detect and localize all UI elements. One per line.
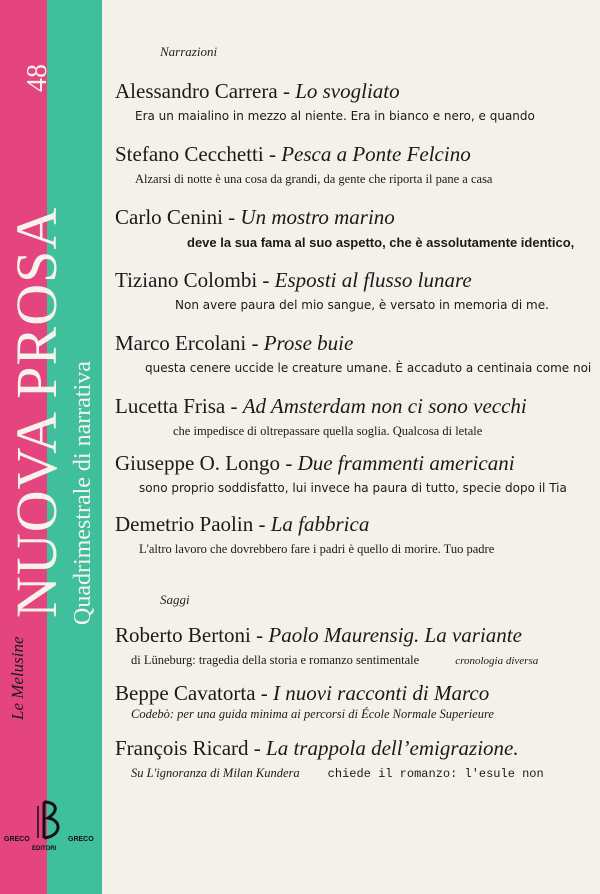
section-label-saggi: Saggi (160, 592, 190, 607)
entry-author: Roberto Bertoni (115, 623, 251, 647)
entry-author: Alessandro Carrera (115, 79, 278, 103)
entry-excerpt: Codebò: per una guida minima ai percorsi di École Normale Superieure (131, 707, 494, 722)
entry-excerpt: che impedisce di oltrepassare quella soglia. Qualcosa di letale (173, 424, 483, 439)
entry-excerpt: Su L'ignoranza di Milan Kundera (131, 766, 300, 781)
entry-title: La fabbrica (270, 512, 370, 536)
entry-cecchetti: Stefano Cecchetti - Pesca a Ponte Felcino Alzarsi di notte è una cosa da grandi, da gente che riporta il pane a casa (115, 142, 493, 187)
entry-title: Prose buie (263, 331, 354, 355)
entry-excerpt: di Lüneburg: tragedia della storia e romanzo sentimentale (131, 653, 420, 668)
entry-title: Paolo Maurensig. La variante (268, 623, 522, 647)
publisher-name-bottom: EDITORI (32, 846, 57, 852)
entry-author: Beppe Cavatorta (115, 681, 256, 705)
entry-carrera: Alessandro Carrera - Lo svogliato Era un maialino in mezzo al niente. Era in bianco e nero, e quando (115, 79, 535, 124)
entry-author: Demetrio Paolin (115, 512, 254, 536)
entry-colombi: Tiziano Colombi - Esposti al flusso lunare Non avere paura del mio sangue, è versato in memoria di me. (115, 268, 549, 313)
publisher-name-left: GRECO (4, 836, 30, 843)
entry-title: Ad Amsterdam non ci sono vecchi (242, 394, 527, 418)
entry-author: Marco Ercolani (115, 331, 247, 355)
entry-excerpt: sono proprio soddisfatto, lui invece ha paura di tutto, specie dopo il Tia (139, 481, 567, 496)
entry-ercolani: Marco Ercolani - Prose buie questa cenere uccide le creature umane. È accaduto a centinaia come noi (115, 331, 592, 376)
entry-paolin: Demetrio Paolin - La fabbrica L'altro lavoro che dovrebbero fare i padri è quello di morire. Tuo padre (115, 512, 495, 557)
series-name: Le Melusine (8, 636, 27, 720)
entry-excerpt: Non avere paura del mio sangue, è versato in memoria di me. (175, 298, 549, 313)
entry-ricard: François Ricard - La trappola dell’emigrazione. Su L'ignoranza di Milan Kundera chiede il romanzo: l'esule non (115, 736, 544, 782)
entry-title: Due frammenti americani (297, 451, 515, 475)
entry-excerpt: questa cenere uccide le creature umane. È accaduto a centinaia come noi (145, 361, 592, 376)
entry-author: François Ricard (115, 736, 249, 760)
entry-title: Pesca a Ponte Felcino (281, 142, 471, 166)
entry-cenini: Carlo Cenini - Un mostro marino deve la sua fama al suo aspetto, che è assolutamente identico, (115, 205, 575, 251)
entry-author: Carlo Cenini (115, 205, 223, 229)
publisher-logo (4, 798, 96, 856)
publisher-name-right: GRECO (68, 836, 94, 843)
entry-longo: Giuseppe O. Longo - Due frammenti americani sono proprio soddisfatto, lui invece ha paura di tutto, specie dopo il Tia (115, 451, 567, 496)
entry-author: Tiziano Colombi (115, 268, 258, 292)
entry-excerpt: Alzarsi di notte è una cosa da grandi, da gente che riporta il pane a casa (135, 172, 493, 187)
masthead: NUOVA PROSA (4, 206, 69, 618)
entry-author: Stefano Cecchetti (115, 142, 264, 166)
magazine-subtitle: Quadrimestrale di narrativa (70, 361, 96, 625)
entry-author: Lucetta Frisa (115, 394, 226, 418)
entry-frisa: Lucetta Frisa - Ad Amsterdam non ci sono vecchi che impedisce di oltrepassare quella soglia. Qualcosa di letale (115, 394, 527, 439)
entry-excerpt: Era un maialino in mezzo al niente. Era in bianco e nero, e quando (135, 109, 535, 124)
entry-title: La trappola dell’emigrazione. (266, 736, 519, 760)
section-label-narrazioni: Narrazioni (160, 44, 218, 59)
entry-excerpt: L'altro lavoro che dovrebbero fare i padri è quello di morire. Tuo padre (139, 542, 495, 557)
entry-cavatorta: Beppe Cavatorta - I nuovi racconti di Marco Codebò: per una guida minima ai percorsi di École Normale Superieure (115, 681, 494, 722)
entry-title: Lo svogliato (295, 79, 400, 103)
entry-bertoni: Roberto Bertoni - Paolo Maurensig. La variante di Lüneburg: tragedia della storia e romanzo sentimentale cronologia diversa (115, 623, 539, 668)
entry-excerpt-extra: chiede il romanzo: l'esule non (327, 767, 544, 782)
entry-author: Giuseppe O. Longo (115, 451, 281, 475)
issue-number: 48 (22, 64, 53, 92)
entry-title: I nuovi racconti di Marco (273, 681, 490, 705)
entry-title: Un mostro marino (240, 205, 395, 229)
entry-excerpt: deve la sua fama al suo aspetto, che è assolutamente identico, (187, 235, 575, 251)
entry-excerpt-extra: cronologia diversa (455, 655, 539, 668)
entry-title: Esposti al flusso lunare (274, 268, 472, 292)
